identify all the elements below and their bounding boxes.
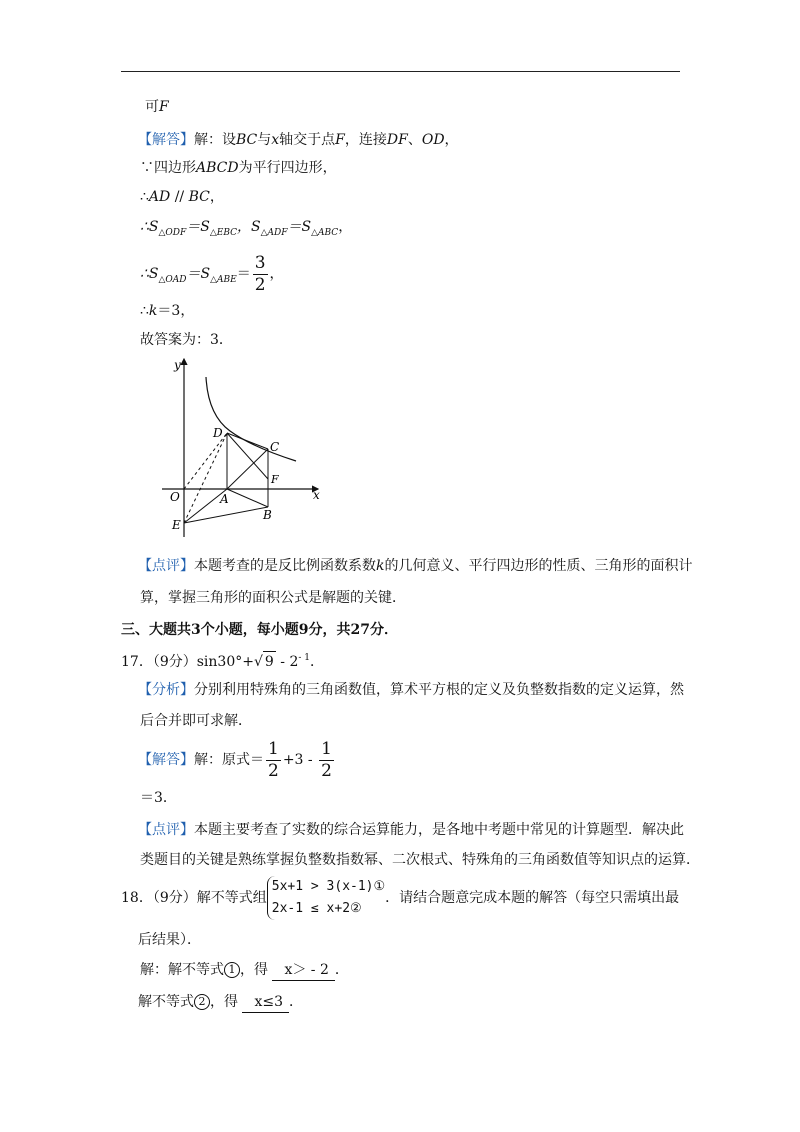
var: F	[335, 132, 345, 148]
text: ，	[444, 132, 459, 148]
mark: ②	[350, 901, 362, 916]
hyperbola-curve	[206, 377, 296, 461]
text: ．	[310, 654, 325, 670]
var: k	[376, 558, 385, 574]
subscript: △ABE	[210, 275, 237, 285]
text: 解不等式组	[196, 890, 267, 906]
text: 与	[257, 132, 272, 148]
text: ．	[334, 962, 349, 978]
comment-label: 【点评】	[138, 558, 194, 574]
comment-label: 【点评】	[138, 822, 194, 838]
header-rule	[121, 71, 680, 72]
question-number: 17．	[121, 654, 153, 670]
text: 轴交于点	[279, 132, 336, 148]
q17-comment-line2: 类题目的关键是熟练掌握负整数指数幂、二次根式、特殊角的三角函数值等知识点的运算．	[140, 852, 700, 868]
var: BC	[188, 189, 210, 205]
text: ，得	[210, 994, 238, 1010]
q16-solution-line6	[140, 301, 194, 321]
q16-solution-line3	[140, 187, 224, 207]
sqrt-symbol: √	[253, 654, 263, 670]
text: ．	[289, 994, 303, 1010]
label-c: C	[270, 440, 280, 454]
subscript: △ABC	[311, 228, 339, 238]
exponent: - 1	[298, 653, 311, 663]
section-three-heading: 三、大题共3个小题，每小题9分，共27分．	[121, 622, 398, 638]
denominator: 2	[268, 760, 279, 781]
segment-dc	[227, 433, 268, 449]
text: 、	[407, 132, 422, 148]
circled-number: 1	[224, 962, 240, 978]
analysis-label: 【分析】	[138, 682, 194, 698]
q16-answer-line: 故答案为：3．	[140, 332, 233, 348]
text: ∵四边形	[140, 160, 196, 176]
q17-solution-line	[138, 740, 336, 780]
var: x	[271, 132, 280, 148]
text: 解：原式＝	[194, 752, 264, 768]
text: ＝3，	[157, 303, 195, 319]
q18-stem	[121, 875, 679, 921]
label-f: F	[271, 473, 279, 486]
text: 本题考查的是反比例函数系数	[194, 558, 376, 574]
text: +3 -	[282, 752, 318, 768]
carry-over-fragment	[145, 97, 169, 117]
text: 解：设	[194, 132, 236, 148]
text: ，S	[237, 219, 261, 235]
numerator: 1	[268, 738, 279, 759]
answer-blank: x＞ - 2	[272, 960, 334, 981]
text: ＝	[236, 266, 251, 282]
inequality-one	[272, 876, 385, 898]
q18-step2	[138, 992, 303, 1013]
text: sin30°+	[196, 654, 254, 670]
fraction	[253, 252, 268, 295]
q17-analysis-line2: 后合并即可求解．	[140, 713, 252, 729]
q16-comment-line1	[138, 556, 692, 576]
text: ，连接	[344, 132, 387, 148]
text: ＝S	[186, 219, 210, 235]
text: ＝S	[287, 219, 312, 235]
fragment-text: 可	[145, 99, 159, 115]
segment-ed-dashed	[184, 433, 227, 523]
coordinate-figure	[160, 353, 330, 539]
text: 的几何意义、平行四边形的性质、三角形的面积计	[384, 558, 693, 574]
text: 2x-1 ≤ x+2	[271, 901, 351, 916]
text: ∴S	[140, 219, 159, 235]
var: DF	[386, 132, 408, 148]
q16-solution-line1	[138, 130, 459, 150]
text: 本题主要考查了实数的综合运算能力，是各地中考题中常见的计算题型．解决此	[194, 822, 684, 838]
subscript: △OAD	[158, 275, 187, 285]
radicand: 9	[263, 651, 276, 672]
fraction	[266, 738, 281, 781]
answer-blank: x≤3	[242, 992, 289, 1013]
segment-df	[227, 433, 268, 479]
q17-result-line: ＝3．	[140, 790, 177, 806]
text: ．请结合题意完成本题的解答（每空只需填出最	[385, 890, 680, 906]
text: 分别利用特殊角的三角函数值，算术平方根的定义及负整数指数的定义运算，然	[194, 682, 684, 698]
segment-ac	[227, 449, 268, 489]
label-x: x	[313, 488, 320, 502]
text: - 2	[275, 654, 299, 670]
subscript: △ADF	[260, 228, 288, 238]
q17-analysis-line1	[138, 680, 684, 700]
label-d: D	[213, 426, 223, 440]
q16-solution-line2	[140, 158, 337, 178]
points: （9分）	[152, 890, 197, 906]
numerator: 1	[321, 738, 332, 759]
var: k	[148, 303, 158, 319]
text: ，	[338, 219, 353, 235]
circled-number: 2	[194, 994, 210, 1010]
segment-eb	[184, 507, 268, 523]
text: //	[170, 189, 189, 205]
fraction	[319, 738, 334, 781]
var: OD	[421, 132, 445, 148]
text: 为平行四边形，	[238, 160, 337, 176]
inequality-system	[267, 876, 385, 920]
label-b: B	[263, 508, 272, 522]
text: ，	[269, 266, 284, 282]
label-a: A	[220, 492, 229, 506]
q18-stem-line2: 后结果）．	[138, 932, 201, 948]
denominator: 2	[254, 274, 266, 295]
fragment-var: F	[159, 99, 169, 115]
text: ，得	[240, 962, 268, 978]
denominator: 2	[321, 760, 332, 781]
q16-solution-line5	[140, 254, 284, 300]
text: ，	[209, 189, 224, 205]
text: 5x+1 > 3(x-1)	[271, 879, 374, 894]
segment-ab	[227, 489, 268, 507]
var: ABCD	[196, 160, 239, 176]
text: ∴	[140, 303, 149, 319]
answer-label: 【解答】	[138, 132, 194, 148]
text: ＝S	[186, 266, 211, 282]
text: ∴	[140, 189, 149, 205]
q17-stem	[121, 648, 324, 672]
var: AD	[148, 189, 171, 205]
text: ∴S	[140, 266, 159, 282]
label-o: O	[170, 490, 180, 504]
q18-step1	[140, 960, 349, 981]
var: BC	[236, 132, 258, 148]
segment-od	[184, 433, 227, 489]
text: 解不等式	[138, 994, 194, 1010]
inequality-two	[272, 898, 385, 920]
points: （9分）	[152, 654, 197, 670]
answer-label: 【解答】	[138, 752, 194, 768]
label-e: E	[172, 518, 181, 532]
mark: ①	[373, 879, 386, 894]
label-y: y	[174, 358, 181, 372]
q16-solution-line4	[140, 217, 352, 243]
numerator: 3	[254, 252, 266, 273]
q16-comment-line2: 算，掌握三角形的面积公式是解题的关键．	[140, 590, 406, 606]
q17-comment-line1	[138, 820, 684, 840]
subscript: △ODF	[158, 228, 187, 238]
subscript: △EBC	[209, 228, 238, 238]
text: 解：解不等式	[140, 962, 224, 978]
question-number: 18．	[121, 890, 153, 906]
